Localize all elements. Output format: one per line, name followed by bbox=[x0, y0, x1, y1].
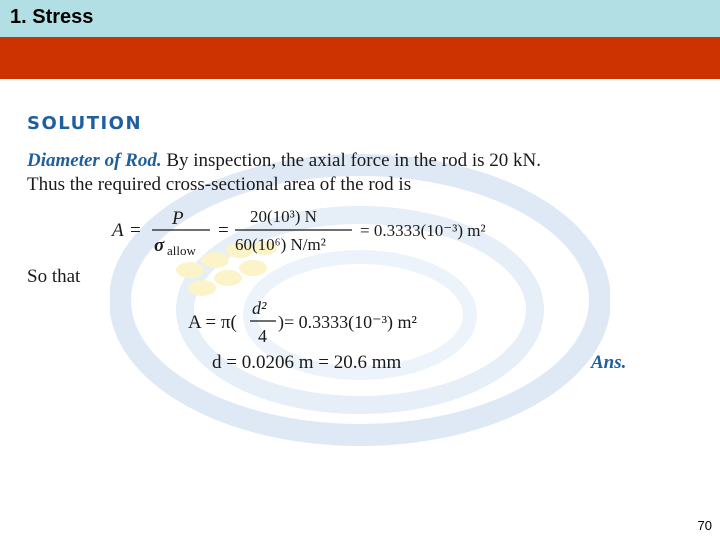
statement-line-2: Thus the required cross-sectional area of the rod is bbox=[27, 174, 412, 195]
page-number: 70 bbox=[697, 518, 712, 533]
statement-line-1 bbox=[27, 150, 541, 172]
title-bar bbox=[0, 0, 720, 37]
eq1-result: = 0.3333(10⁻³) m² bbox=[360, 221, 486, 240]
area-equation bbox=[110, 205, 550, 260]
svg-text:=: = bbox=[130, 220, 141, 241]
slide-title: 1. Stress bbox=[10, 6, 94, 28]
eq1-num1: P bbox=[172, 208, 184, 229]
axial-force-text: By inspection, the axial force in the rod is 20 kN. bbox=[161, 150, 541, 171]
diameter-area-equation bbox=[186, 298, 466, 348]
eq2-den: 4 bbox=[258, 326, 267, 346]
eq2-rhs: )= 0.3333(10⁻³) m² bbox=[278, 312, 417, 332]
answer-label: Ans. bbox=[591, 352, 627, 373]
eq1-num2: 20(10³) N bbox=[250, 207, 317, 226]
eq1-den2: 60(10⁶) N/m² bbox=[235, 235, 326, 254]
solution-heading: SOLUTION bbox=[27, 113, 143, 134]
so-that-text: So that bbox=[27, 266, 81, 287]
eq2-num: d² bbox=[252, 298, 267, 318]
svg-text:=: = bbox=[218, 220, 229, 241]
diameter-of-rod-label: Diameter of Rod. bbox=[27, 150, 162, 171]
eq1-den1-sigma: σ bbox=[154, 235, 165, 256]
eq2-lhs: A = π( bbox=[188, 312, 237, 333]
eq1-den1-sub: allow bbox=[167, 243, 196, 258]
eq1-lhs: A bbox=[112, 220, 124, 241]
diameter-result: d = 0.0206 m = 20.6 mm bbox=[212, 352, 402, 373]
red-band bbox=[0, 37, 720, 79]
